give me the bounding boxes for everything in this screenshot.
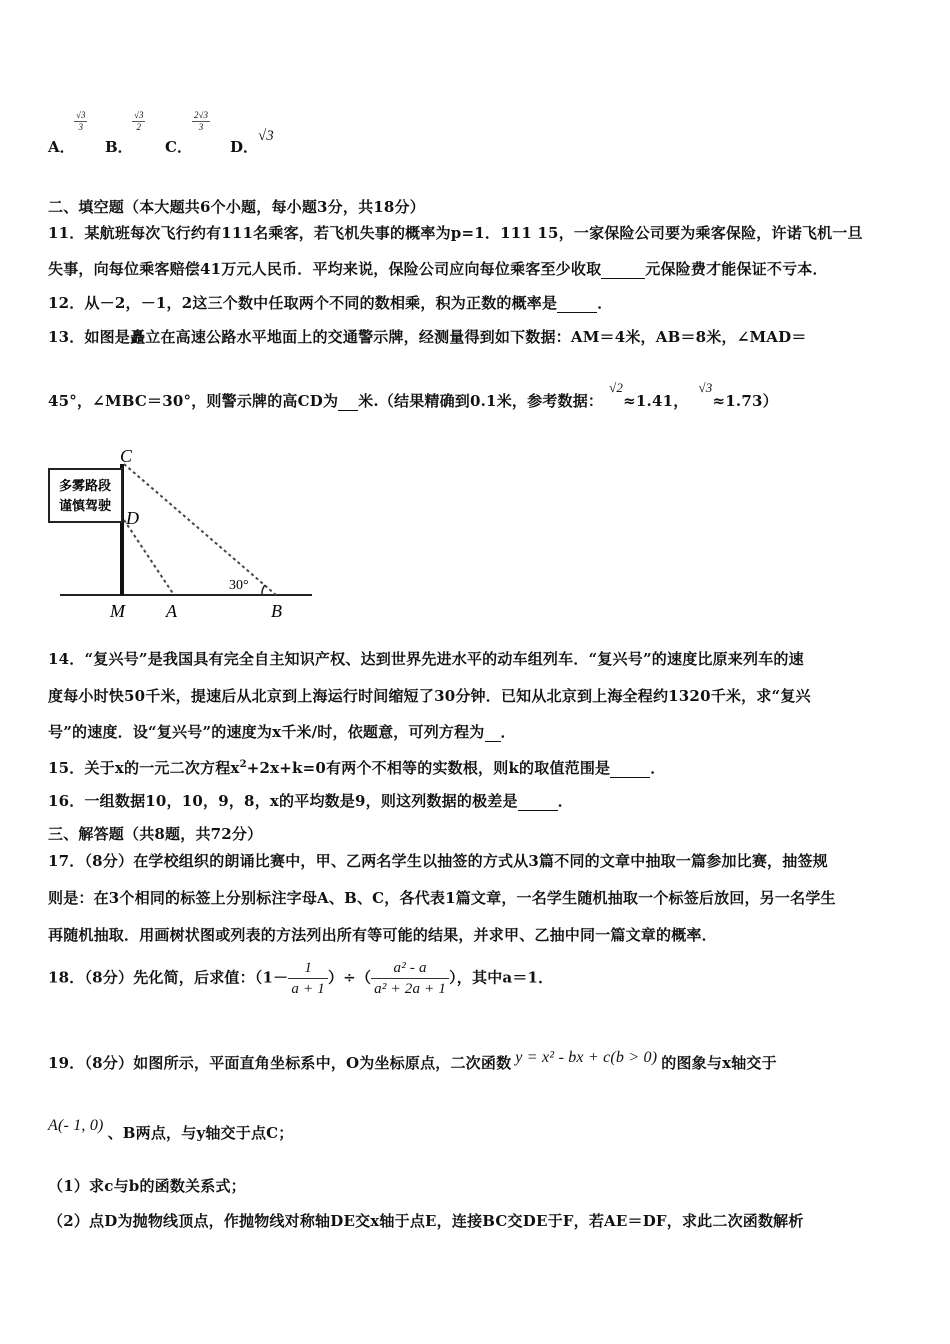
angle-arc [262, 585, 265, 595]
q14-line3b: ． [500, 723, 516, 741]
q15-post: +2x+k=0有两个不相等的实数根，则k的取值范围是 [246, 759, 611, 777]
q19-line2-text: 、B两点，与y轴交于点C； [107, 1124, 294, 1142]
option-d-value: √3 [258, 128, 274, 144]
q15-answer-blank[interactable] [610, 763, 650, 778]
q13-approx2: ≈1.41， [623, 392, 689, 410]
q13-sqrt3: √3 [698, 380, 713, 395]
q14-line1: 14．“复兴号”是我国具有完全自主知识产权、达到世界先进水平的动车组列车．“复兴号”的速度比原来列车的速 [48, 650, 804, 668]
q13-line2b: 米.（结果精确到0.1米，参考数据： [358, 392, 604, 410]
q12-line [48, 292, 612, 313]
q15-sup: 2 [239, 759, 247, 770]
option-c-fraction [192, 110, 210, 133]
q12-end: ． [597, 294, 613, 312]
q15-end: ． [650, 759, 666, 777]
q14-line3 [48, 721, 516, 742]
option-c-den: 3 [198, 122, 204, 132]
q17-line2: 则是：在3个相同的标签上分别标注字母A、B、C，各代表1篇文章，一名学生随机抽取一个标签后放回，另一名学生 [48, 889, 836, 907]
q18-frac1-den: a + 1 [291, 981, 325, 997]
q13-approx3: ≈1.73） [712, 392, 778, 410]
sign-text-line1: 多雾路段 [58, 479, 112, 494]
q13-line2 [48, 380, 778, 411]
q18-frac2-den: a² + 2a + 1 [374, 981, 447, 997]
option-a-letter: A． [48, 138, 75, 156]
option-c-letter: C． [165, 138, 192, 156]
sign-board [49, 469, 122, 522]
option-a-num: √3 [76, 110, 86, 120]
label-c: C [120, 446, 133, 466]
q11-line2 [48, 258, 828, 279]
q11-line1: 11．某航班每次飞行约有111名乘客，若飞机失事的概率为p=1．111 15，一家保险公司要为乘客保险，许诺飞机一旦 [48, 224, 863, 242]
option-a-den: 3 [78, 122, 83, 132]
q14-line3a: 号”的速度．设“复兴号”的速度为x千米/时，依题意，可列方程为 [48, 723, 485, 741]
q18-line [48, 958, 553, 999]
q17-line1: 17．（8分）在学校组织的朗诵比赛中，甲、乙两名学生以抽签的方式从3篇不同的文章中抽取一篇参加比赛，抽签规 [48, 852, 828, 870]
q11-line2a: 失事，向每位乘客赔偿41万元人民币．平均来说，保险公司应向每位乘客至少收取 [48, 260, 602, 278]
q18-post: ），其中a＝1． [449, 968, 554, 987]
option-b-letter: B． [105, 138, 133, 156]
q12-text: 12．从－2，－1，2这三个数中任取两个不同的数相乘，积为正数的概率是 [48, 294, 558, 312]
q16-text: 16．一组数据10，10，9，8，x的平均数是9，则这列数据的极差是 [48, 792, 518, 810]
sign-text-line2: 谨慎驾驶 [58, 499, 112, 514]
q13-sqrt2: √2 [609, 380, 624, 395]
option-a-fraction [74, 110, 87, 133]
q15-line [48, 757, 665, 778]
q11-line2b: 元保险费才能保证不亏本． [645, 260, 828, 278]
q18-frac2-num: a² - a [371, 958, 449, 979]
q19-formula: y = x² - bx + c(b > 0) [515, 1049, 658, 1066]
q19-point-a: A(- 1, 0) [48, 1117, 104, 1134]
q19-post: 的图象与x轴交于 [661, 1054, 777, 1072]
label-b: B [271, 601, 282, 621]
option-d-letter: D． [230, 138, 259, 156]
section3-heading: 三、解答题（共8题，共72分） [48, 825, 263, 843]
line-cb [124, 464, 276, 595]
q13-answer-blank[interactable] [338, 396, 358, 411]
q19-pre: 19．（8分）如图所示，平面直角坐标系中，O为坐标原点，二次函数 [48, 1054, 512, 1072]
q18-fraction1 [288, 958, 328, 999]
q15-pre: 15．关于x的一元二次方程x [48, 759, 240, 777]
option-b-den: 2 [136, 122, 141, 132]
label-a: A [166, 601, 177, 621]
q14-answer-blank[interactable] [485, 727, 501, 742]
option-c-num: 2√3 [194, 110, 208, 120]
q18-pre: 18．（8分）先化简，后求值：（1－ [48, 968, 289, 987]
q16-end: ． [557, 792, 573, 810]
q16-line [48, 790, 573, 811]
q19-sub1: （1）求c与b的函数关系式； [48, 1177, 246, 1195]
line-da [124, 520, 174, 595]
section2-heading: 二、填空题（本大题共6个小题，每小题3分，共18分） [48, 198, 425, 216]
label-angle: 30° [229, 578, 249, 593]
q17-line3: 再随机抽取．用画树状图或列表的方法列出所有等可能的结果，并求甲、乙抽中同一篇文章的概率． [48, 926, 717, 944]
q12-answer-blank[interactable] [557, 298, 597, 313]
q14-line2: 度每小时快50千米，提速后从北京到上海运行时间缩短了30分钟．已知从北京到上海全程约1320千米，求“复兴 [48, 687, 811, 705]
warning-sign-figure [40, 440, 330, 625]
option-b-num: √3 [134, 110, 144, 120]
q19-line2 [48, 1117, 294, 1143]
q18-frac1-num: 1 [288, 958, 328, 979]
q19-sub2: （2）点D为抛物线顶点，作抛物线对称轴DE交x轴于点E，连接BC交DE于F，若AE＝DF，求此二次函数解析 [48, 1212, 804, 1230]
label-d: D [126, 508, 139, 528]
q16-answer-blank[interactable] [518, 796, 558, 811]
q19-line1 [48, 1049, 777, 1073]
q13-line2a: 45°，∠MBC＝30°，则警示牌的高CD为 [48, 392, 339, 410]
option-b-fraction [132, 110, 145, 133]
q13-line1: 13．如图是矗立在高速公路水平地面上的交通警示牌，经测量得到如下数据：AM＝4米，AB＝8米，∠MAD＝ [48, 328, 807, 346]
q11-answer-blank[interactable] [601, 264, 645, 279]
label-m: M [110, 601, 125, 621]
q18-mid: ）÷（ [327, 968, 372, 987]
q18-fraction2 [371, 958, 449, 999]
